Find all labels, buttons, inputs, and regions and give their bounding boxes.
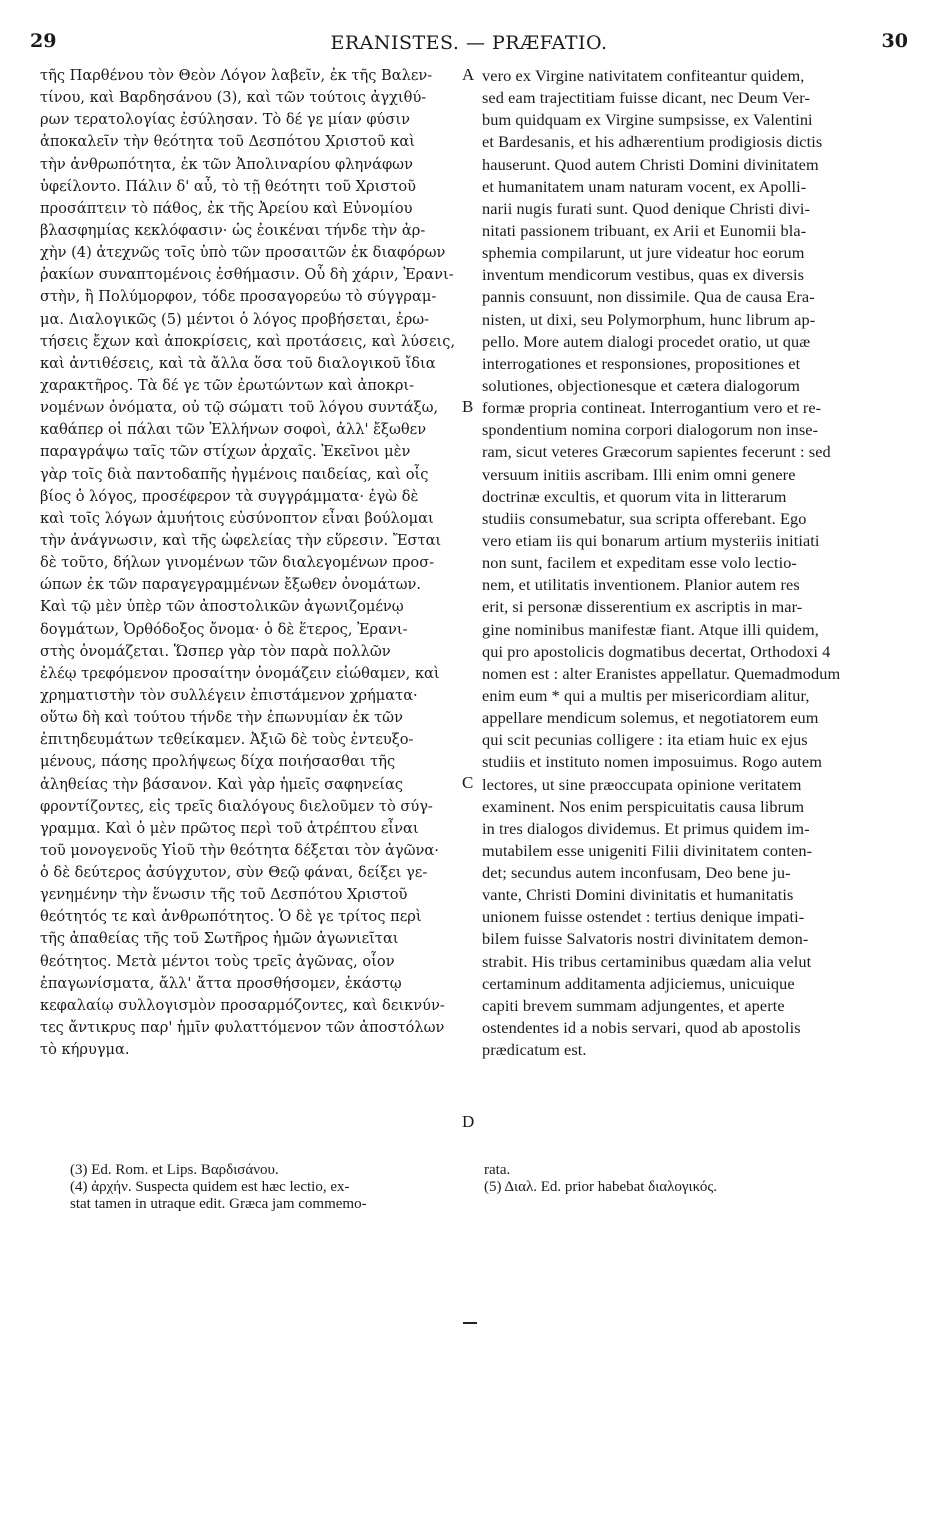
greek-text-line: θεότητός τε καὶ ἀνθρωπότητος. Ὁ δὲ γε τρίτος περὶ <box>40 908 422 926</box>
greek-text-line: τες ἄντικρυς παρ' ἡμῖν φυλαττόμενον τῶν ἀποστόλων <box>40 1019 445 1037</box>
latin-text-line: capiti brevem summam adjungentes, et aperte <box>482 995 785 1015</box>
footnotes-right <box>484 1162 904 1196</box>
latin-text-line: sed eam trajectitiam fuisse dicant, nec Deum Ver- <box>482 88 810 108</box>
latin-text-line: strabit. His tribus certaminibus quædam alia velut <box>482 951 812 971</box>
latin-text-line: erit, si personæ disserentium ex ascriptis in mar- <box>482 597 803 617</box>
latin-text-line: pello. More autem dialogi procedet oratio, ut quæ <box>482 331 811 351</box>
greek-text-line: γὰρ τοῖς διὰ παντοδαπῆς ἠγμένοις παιδείας, καὶ οἷς <box>40 465 429 483</box>
greek-text-line: βλασφημίας κεκλόφασιν· ὡς ἐοικέναι τήνδε τὴν ἀρ- <box>40 221 426 239</box>
greek-text-line: ἐπιτηδευμάτων τεθείκαμεν. Ἀξιῶ δὲ τοὺς ἐντευξο- <box>40 731 414 749</box>
greek-text-line: καὶ ἀντιθέσεις, καὶ τὰ ἄλλα ὅσα τοῦ διαλογικοῦ ἴδια <box>40 354 436 372</box>
latin-text-line: prædicatum est. <box>482 1040 587 1060</box>
greek-text-line: καὶ τοῖς λόγων ἀμυήτοις εὐσύνοπτον εἶναι βούλομαι <box>40 509 434 527</box>
latin-text-line: gine nominibus manifestæ fiant. Atque illi quidem, <box>482 619 819 639</box>
latin-text-line: inventum mendicorum vestibus, quas ex diversis <box>482 265 805 285</box>
page-end-dash <box>463 1322 477 1324</box>
greek-text-line: νομένων ὀνόματα, οὐ τῷ σώματι τοῦ λόγου συντάξω, <box>40 399 439 417</box>
footnotes-left <box>70 1162 470 1213</box>
latin-text-line: nisten, ut dixi, seu Polymorphum, hunc librum ap- <box>482 309 816 329</box>
greek-text-line: ἀληθείας τὴν βάσανον. Καὶ γὰρ ἡμεῖς σαφηνείας <box>40 775 404 793</box>
greek-text-line: δογμάτων, Ὀρθόδοξος ὄνομα· ὁ δὲ ἕτερος, Ἐρανι- <box>40 620 408 638</box>
latin-text-line: in tres dialogos dividemus. Et primus quidem im- <box>482 818 810 838</box>
latin-text-line: mutabilem esse unigeniti Filii divinitatem conten- <box>482 840 813 860</box>
greek-text-line: χρηματιστὴν τὸν συλλέγειν ἐπιστάμενον χρήματα· <box>40 686 418 704</box>
latin-text-line: studiis consumebatur, sua scripta offerebant. Ego <box>482 508 807 528</box>
greek-text-line: ῥακίων συναπτομένοις ἐσθήμασιν. Οὗ δὴ χάριν, Ἐρανι- <box>40 266 454 284</box>
latin-text-line: nem, et utilitatis inventionem. Planior autem res <box>482 575 800 595</box>
greek-text-line: στὴς ὀνομάζεται. Ὥσπερ γὰρ τὸν παρὰ πολλῶν <box>40 642 391 660</box>
margin-marker-c: C <box>462 773 474 792</box>
latin-text-line: versuum initiis ascribam. Illi enim omni genere <box>482 464 796 484</box>
latin-text-line: unionem fuisse ostendet : tertius denique impati- <box>482 907 805 927</box>
latin-text-line: ostendentes id a nobis servari, quod ab apostolis <box>482 1018 801 1038</box>
latin-text-line: bilem fuisse Salvatoris nostri divinitatem demon- <box>482 929 809 949</box>
greek-text-line: χὴν (4) ἀτεχνῶς τοῖς ὑπὸ τῶν προσαιτῶν ἐκ διαφόρων <box>40 244 446 262</box>
greek-text-line: ἐπαγωνίσματα, ἄλλ' ἄττα προσθήσομεν, ἑκάστῳ <box>40 974 402 992</box>
latin-text-line: det; secundus autem inconfusam, Deo bene ju- <box>482 863 791 883</box>
greek-text-line: θεότητος. Μετὰ μέντοι τοὺς τρεῖς ἀγῶνας, οἷον <box>40 952 395 970</box>
greek-text-line: τῆς Παρθένου τὸν Θεὸν Λόγον λαβεῖν, ἐκ τῆς Βαλεν- <box>40 67 433 84</box>
latin-text-line: studiis et instituto nomen imposuimus. Rogo autem <box>482 752 823 772</box>
greek-text-line: τήσεις ἔχων καὶ ἀποκρίσεις, καὶ προτάσεις, καὶ λύσεις, <box>40 332 456 350</box>
latin-text-line: non sunt, facilem et expeditam esse volo lectio- <box>482 553 797 573</box>
greek-text-line: φροντίζοντες, εἰς τρεῖς διαλόγους διελοῦμεν τὸ σύγ- <box>40 797 433 815</box>
greek-text-line: καθάπερ οἱ πάλαι τῶν Ἑλλήνων σοφοὶ, ἀλλ' ἔξωθεν <box>40 421 427 439</box>
greek-text-line: γενημένην τὴν ἕνωσιν τῆς τοῦ Δεσπότου Χριστοῦ <box>40 886 408 904</box>
latin-text-line: spondentium nomina corpori dialogorum non inse- <box>482 420 819 440</box>
footnote-line: (5) Διαλ. Ed. prior habebat διαλογικός. <box>484 1179 718 1195</box>
latin-text-line: et humanitatem unam naturam vocent, ex Apolli- <box>482 176 807 196</box>
latin-text-line: sphemia compilarunt, ut jure videatur hoc eorum <box>482 243 805 263</box>
greek-text-line: χαρακτῆρος. Τὰ δέ γε τῶν ἐρωτώντων καὶ ἀποκρι- <box>40 376 415 394</box>
latin-text-line: pannis consuunt, non dissimile. Qua de causa Era- <box>482 287 815 307</box>
footnote-line: stat tamen in utraque edit. Græca jam commemo- <box>70 1196 367 1212</box>
latin-text-line: vero etiam iis qui bonarum artium mysteriis initiati <box>482 530 820 550</box>
greek-text-line: ὑφείλοντο. Πάλιν δ' αὖ, τὸ τῇ θεότητι τοῦ Χριστοῦ <box>40 177 417 195</box>
latin-text-line: doctrinæ excultis, et quorum vita in litterarum <box>482 486 787 506</box>
greek-text-line: ἐλέῳ τρεφόμενον προσαίτην ὀνομάζειν εἰώθαμεν, καὶ <box>40 664 440 682</box>
greek-text-line: ώπων ἐκ τῶν παραγεγραμμένων ἔξωθεν ὀνομάτων. <box>40 576 422 594</box>
greek-text-line: ρων τερατολογίας ἐσύλησαν. Τὸ δέ γε μίαν φύσιν <box>40 111 410 129</box>
margin-marker-d: D <box>462 1112 475 1131</box>
latin-text-line: qui scit pecunias colligere : ita etiam huic ex ejus <box>482 730 808 750</box>
latin-text-line: et Bardesanis, et his adhærentium prodigiosis dictis <box>482 132 823 152</box>
latin-text-line: appellare mendicum solemus, et negotiatorem eum <box>482 708 819 728</box>
greek-text-line: τοῦ μονογενοῦς Υἱοῦ τὴν θεότητα δέξεται τὸν ἀγῶνα· <box>40 841 439 859</box>
greek-text-line: τῆς ἀπαθείας τῆς τοῦ Σωτῆρος ἡμῶν ἀγωνιεῖται <box>40 930 399 948</box>
latin-text-line: certaminum additamenta adjiciemus, unicuique <box>482 973 795 993</box>
greek-text-line: οὕτω δὴ καὶ τούτου τήνδε τὴν ἐπωνυμίαν ἐκ τῶν <box>40 709 403 727</box>
greek-text-line: τὴν ἀνάγνωσιν, καὶ τῆς ὠφελείας τὴν εὕρεσιν. Ἔσται <box>40 531 442 549</box>
running-title: ERANISTES. — PRÆFATIO. <box>330 32 608 54</box>
latin-text-line: ram, sicut veteres Græcorum sapientes fecerunt : sed <box>482 442 831 462</box>
greek-text-line: μα. Διαλογικῶς (5) μέντοι ὁ λόγος προβήσεται, ἐρω- <box>40 310 430 328</box>
footnote-line: (3) Ed. Rom. et Lips. Βαρδισάνου. <box>70 1162 279 1178</box>
greek-text-line: τίνου, καὶ Βαρδησάνου (3), καὶ τῶν τούτοις ἀγχιθύ- <box>40 89 427 107</box>
latin-text-line: vante, Christi Domini divinitatis et humanitatis <box>482 885 794 905</box>
latin-text-line: solutiones, objectionesque et cætera dialogorum <box>482 375 801 395</box>
greek-text-line: γραμμα. Καὶ ὁ μὲν πρῶτος περὶ τοῦ ἀτρέπτου εἶναι <box>40 819 419 837</box>
latin-text-line: bum quidquam ex Virgine sumpsisse, ex Valentini <box>482 110 813 130</box>
greek-text-line: κεφαλαίῳ συλλογισμὸν προσαρμόζοντες, καὶ δεικνύν- <box>40 996 445 1014</box>
greek-text-line: τὴν ἀνθρωπότητα, ἐκ τῶν Ἀπολιναρίου φληνάφων <box>40 155 413 173</box>
greek-text-line: τὸ κήρυγμα. <box>40 1041 130 1059</box>
footnote-line: (4) ἀρχήν. Suspecta quidem est hæc lectio, ex- <box>70 1179 350 1195</box>
greek-text-line: παραγράψω ταῖς τῶν στίχων ἀρχαῖς. Ἐκεῖνοι μὲν <box>40 443 411 461</box>
greek-text-line: Καὶ τῷ μὲν ὑπὲρ τῶν ἀποστολικῶν ἀγωνιζομένῳ <box>40 598 404 616</box>
greek-text-line: βίος ὁ λόγος, προσέφερον τὰ συγγράμματα· ἐγὼ δὲ <box>40 487 419 505</box>
footnote-line: rata. <box>484 1162 511 1178</box>
latin-text-line: narii nugis furati sunt. Quod denique Christi divi- <box>482 198 810 218</box>
greek-text-line: μένους, πάσης προλήψεως δίχα ποιήσασθαι τῆς <box>40 753 396 771</box>
greek-text-line: δὲ τοῦτο, δήλων γινομένων τῶν διαλεγομένων προσ- <box>40 554 435 572</box>
greek-text-line: στὴν, ἢ Πολύμορφον, τόδε προσαγορεύω τὸ σύγγραμ- <box>40 288 437 306</box>
latin-text-line: hauserunt. Quod autem Christi Domini divinitatem <box>482 154 819 174</box>
margin-marker-a: A <box>462 65 475 84</box>
greek-text-line: προσάπτειν τὸ πάθος, ἐκ τῆς Ἀρείου καὶ Εὐνομίου <box>40 199 413 217</box>
page-number-left: 29 <box>30 30 57 52</box>
latin-text-line: nomen est : alter Eranistes appellatur. Quemadmodum <box>482 663 841 683</box>
latin-text-line: interrogationes et responsiones, propositiones et <box>482 353 801 373</box>
margin-marker-b: B <box>462 397 474 416</box>
latin-text-line: qui pro apostolicis dogmatibus decertat, Orthodoxi 4 <box>482 641 831 661</box>
latin-text-line: enim eum * qui a multis per misericordiam alitur, <box>482 685 810 705</box>
greek-text-line: ὁ δὲ δεύτερος ἀσύγχυτον, σὺν Θεῷ φάναι, δείξει γε- <box>40 864 428 882</box>
latin-text-column <box>482 65 902 1061</box>
latin-text-line: nitati passionem tribuant, ex Arii et Eunomii bla- <box>482 220 807 240</box>
greek-text-column <box>40 65 460 1061</box>
page-header <box>0 30 938 60</box>
latin-text-line: formæ propria contineat. Interrogantium vero et re- <box>482 398 822 418</box>
latin-text-line: vero ex Virgine nativitatem confiteantur quidem, <box>482 66 805 85</box>
latin-text-line: lectores, ut sine præoccupata opinione veritatem <box>482 774 802 794</box>
greek-text-line: ἀποκαλεῖν τὴν θεότητα τοῦ Δεσπότου Χριστοῦ καὶ <box>40 133 415 151</box>
page-number-right: 30 <box>881 30 908 52</box>
latin-text-line: examinent. Nos enim perspicuitatis causa librum <box>482 796 805 816</box>
